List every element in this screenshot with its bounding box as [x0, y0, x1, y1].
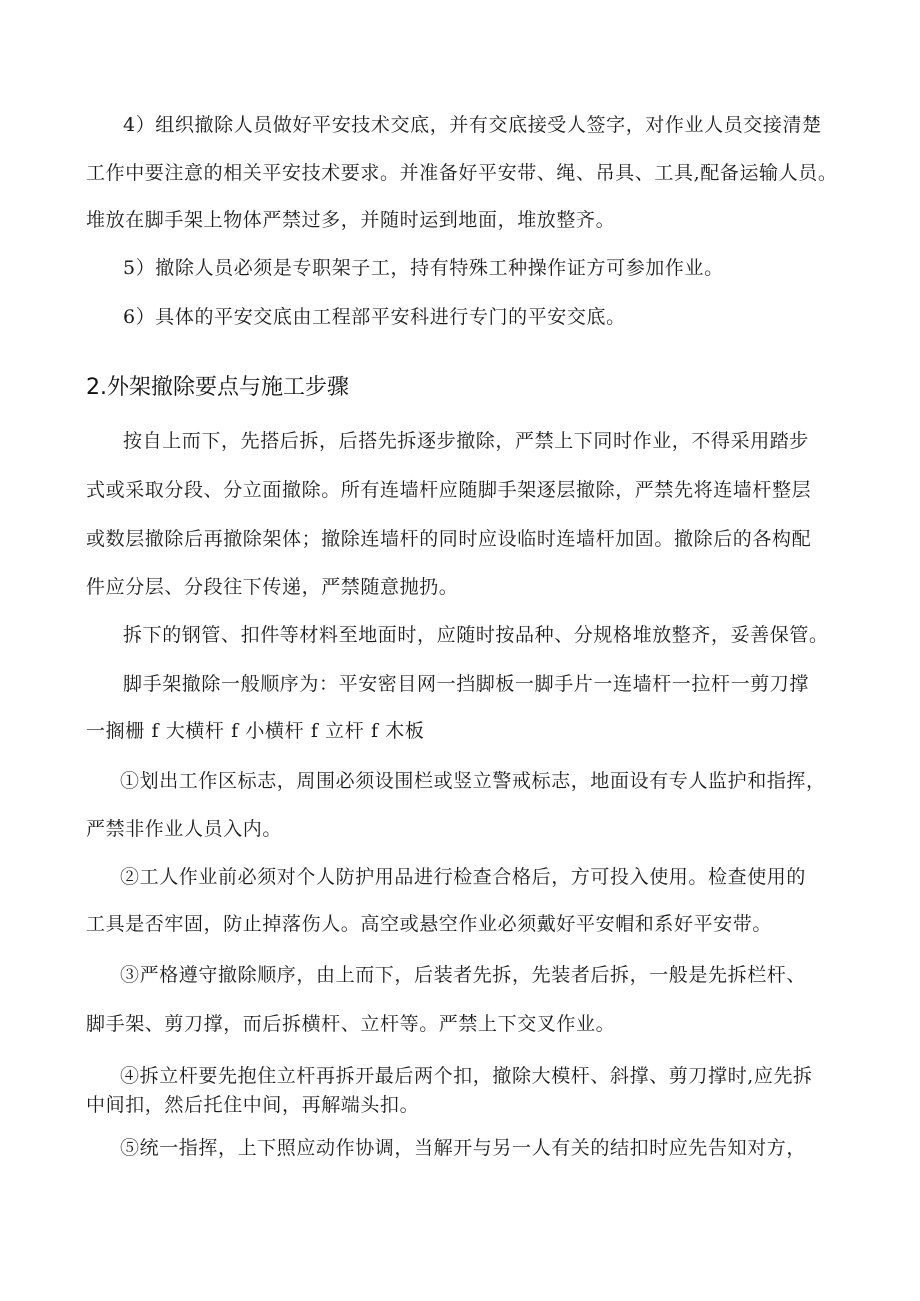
para3-line1: 脚手架撤除一般顺序为：平安密目网一挡脚板一脚手片一连墙杆一拉杆一剪刀撑 [123, 673, 810, 695]
step2-line1: ②工人作业前必须对个人防护用品进行检查合格后，方可投入使用。检查使用的 [120, 866, 807, 888]
para1-line1: 按自上而下，先搭后拆，后搭先拆逐步撤除，严禁上下同时作业，不得采用踏步 [123, 430, 810, 452]
item4-line3: 堆放在脚手架上物体严禁过多，并随时运到地面，堆放整齐。 [86, 209, 616, 231]
step1-line2: 严禁非作业人员入内。 [86, 818, 283, 840]
step3-line2: 脚手架、剪刀撑，而后拆横杆、立杆等。严禁上下交叉作业。 [86, 1013, 616, 1035]
step3-line1: ③严格遵守撤除顺序，由上而下，后装者先拆，先装者后拆，一般是先拆栏杆、 [120, 964, 807, 986]
step2-line2: 工具是否牢固，防止掉落伤人。高空或悬空作业必须戴好平安帽和系好平安带。 [86, 913, 773, 935]
para1-line2: 式或采取分段、分立面撤除。所有连墙杆应随脚手架逐层撤除，严禁先将连墙杆整层 [86, 479, 812, 501]
item4-line2: 工作中要注意的相关平安技术要求。并准备好平安带、绳、吊具、工具,配备运输人员。 [86, 162, 838, 184]
section-heading: 2.外架撤除要点与施工步骤 [86, 375, 349, 400]
para3-line2: 一搁栅 f 大横杆 f 小横杆 f 立杆 f 木板 [86, 720, 425, 742]
step4-line2: 中间扣，然后托住中间，再解端头扣。 [86, 1094, 420, 1116]
para1-line4: 件应分层、分段往下传递，严禁随意抛扔。 [86, 576, 459, 598]
step5-line1: ⑤统一指挥，上下照应动作协调，当解开与另一人有关的结扣时应先告知对方， [120, 1137, 807, 1159]
step4-line1: ④拆立杆要先抱住立杆再拆开最后两个扣，撤除大模杆、斜撑、剪刀撑时,应先拆 [120, 1065, 813, 1087]
step1-line1: ①划出工作区标志，周围必须设围栏或竖立警戒标志，地面设有专人监护和指挥， [120, 770, 826, 792]
item5-text: 5）撤除人员必须是专职架子工，持有特殊工种操作证方可参加作业。 [123, 257, 724, 279]
item4-line1: 4）组织撤除人员做好平安技术交底，并有交底接受人签字，对作业人员交接清楚 [123, 114, 822, 136]
para2-text: 拆下的钢管、扣件等材料至地面时，应随时按品种、分规格堆放整齐，妥善保管。 [123, 624, 829, 646]
item6-text: 6）具体的平安交底由工程部平安科进行专门的平安交底。 [123, 306, 626, 328]
para1-line3: 或数层撤除后再撤除架体；撤除连墙杆的同时应设临时连墙杆加固。撤除后的各构配 [86, 528, 812, 550]
